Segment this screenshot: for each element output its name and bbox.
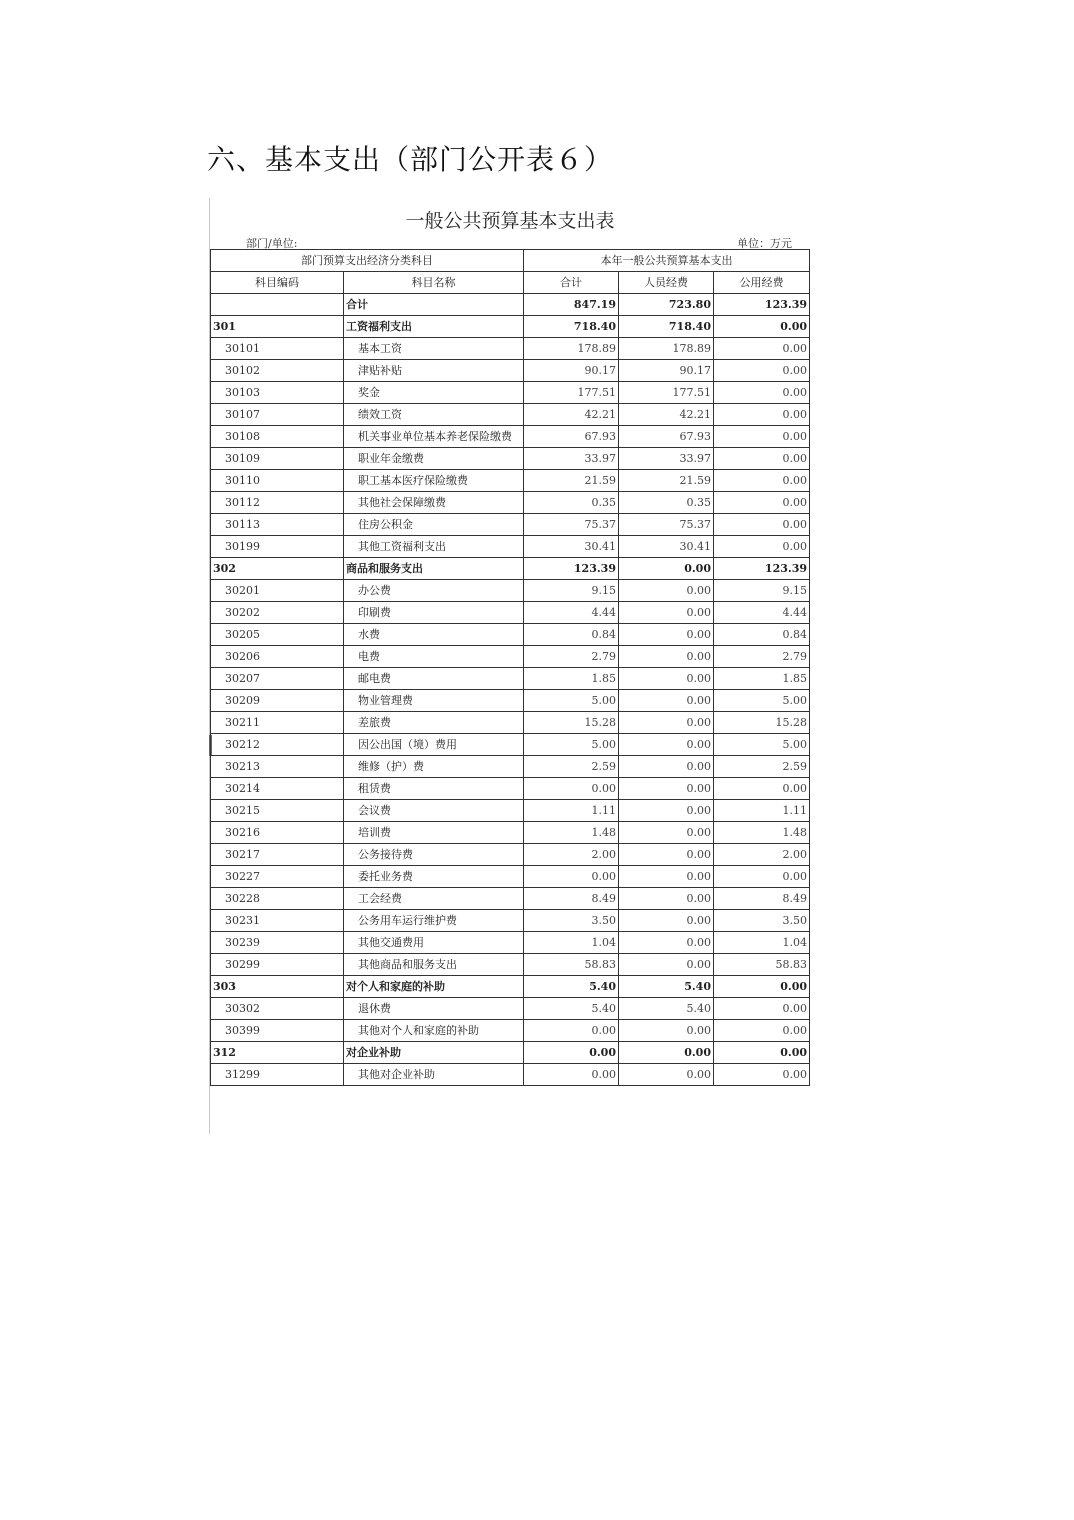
column-header-name: 科目名称 xyxy=(344,272,524,294)
subcategory-row xyxy=(211,668,810,690)
subcategory-row xyxy=(211,690,810,712)
code-cell: 30101 xyxy=(211,338,344,360)
name-cell: 奖金 xyxy=(344,382,524,404)
subcategory-row xyxy=(211,888,810,910)
personnel-cell: 0.00 xyxy=(619,756,714,778)
subcategory-row xyxy=(211,998,810,1020)
name-cell: 工会经费 xyxy=(344,888,524,910)
name-cell: 电费 xyxy=(344,646,524,668)
category-row xyxy=(211,976,810,998)
code-cell: 30211 xyxy=(211,712,344,734)
public-cell: 58.83 xyxy=(714,954,810,976)
public-cell: 15.28 xyxy=(714,712,810,734)
budget-table xyxy=(210,249,810,1086)
personnel-cell: 0.00 xyxy=(619,822,714,844)
subcategory-row xyxy=(211,382,810,404)
column-header-public: 公用经费 xyxy=(714,272,810,294)
personnel-cell: 5.40 xyxy=(619,976,714,998)
public-cell: 0.00 xyxy=(714,866,810,888)
code-cell: 30112 xyxy=(211,492,344,514)
public-cell: 4.44 xyxy=(714,602,810,624)
subcategory-row xyxy=(211,580,810,602)
code-cell: 30108 xyxy=(211,426,344,448)
personnel-cell: 21.59 xyxy=(619,470,714,492)
category-row xyxy=(211,1042,810,1064)
total-cell: 9.15 xyxy=(524,580,619,602)
code-cell: 30302 xyxy=(211,998,344,1020)
name-cell: 对企业补助 xyxy=(344,1042,524,1064)
name-cell: 其他交通费用 xyxy=(344,932,524,954)
code-cell: 30212 xyxy=(211,734,344,756)
public-cell: 0.00 xyxy=(714,360,810,382)
code-cell: 30103 xyxy=(211,382,344,404)
total-public-cell: 123.39 xyxy=(714,294,810,316)
code-cell: 30107 xyxy=(211,404,344,426)
public-cell: 1.11 xyxy=(714,800,810,822)
name-cell: 职工基本医疗保险缴费 xyxy=(344,470,524,492)
code-cell: 30214 xyxy=(211,778,344,800)
total-cell: 2.00 xyxy=(524,844,619,866)
personnel-cell: 0.00 xyxy=(619,778,714,800)
department-label: 部门/单位: xyxy=(246,237,298,250)
personnel-cell: 0.00 xyxy=(619,954,714,976)
subcategory-row xyxy=(211,646,810,668)
public-cell: 0.00 xyxy=(714,338,810,360)
column-header-row xyxy=(211,272,810,294)
public-cell: 2.79 xyxy=(714,646,810,668)
name-cell: 邮电费 xyxy=(344,668,524,690)
subcategory-row xyxy=(211,492,810,514)
personnel-cell: 5.40 xyxy=(619,998,714,1020)
public-cell: 1.04 xyxy=(714,932,810,954)
code-cell: 301 xyxy=(211,316,344,338)
total-cell: 15.28 xyxy=(524,712,619,734)
name-cell: 租赁费 xyxy=(344,778,524,800)
subcategory-row xyxy=(211,954,810,976)
subcategory-row xyxy=(211,712,810,734)
personnel-cell: 0.00 xyxy=(619,602,714,624)
category-row xyxy=(211,316,810,338)
name-cell: 维修（护）费 xyxy=(344,756,524,778)
public-cell: 1.85 xyxy=(714,668,810,690)
public-cell: 2.59 xyxy=(714,756,810,778)
personnel-cell: 90.17 xyxy=(619,360,714,382)
code-cell: 30110 xyxy=(211,470,344,492)
public-cell: 8.49 xyxy=(714,888,810,910)
subcategory-row xyxy=(211,514,810,536)
total-cell: 75.37 xyxy=(524,514,619,536)
name-cell: 工资福利支出 xyxy=(344,316,524,338)
table-title: 一般公共预算基本支出表 xyxy=(405,210,615,232)
code-cell: 30207 xyxy=(211,668,344,690)
code-cell: 312 xyxy=(211,1042,344,1064)
personnel-cell: 0.00 xyxy=(619,888,714,910)
name-cell: 公务用车运行维护费 xyxy=(344,910,524,932)
total-cell: 2.59 xyxy=(524,756,619,778)
personnel-cell: 0.00 xyxy=(619,646,714,668)
subcategory-row xyxy=(211,338,810,360)
public-cell: 0.00 xyxy=(714,426,810,448)
personnel-cell: 0.00 xyxy=(619,558,714,580)
total-cell: 178.89 xyxy=(524,338,619,360)
public-cell: 2.00 xyxy=(714,844,810,866)
code-cell: 30216 xyxy=(211,822,344,844)
total-row xyxy=(211,294,810,316)
name-cell: 对个人和家庭的补助 xyxy=(344,976,524,998)
personnel-cell: 0.00 xyxy=(619,690,714,712)
code-cell: 30299 xyxy=(211,954,344,976)
code-cell: 30239 xyxy=(211,932,344,954)
total-cell: 42.21 xyxy=(524,404,619,426)
name-cell: 印刷费 xyxy=(344,602,524,624)
personnel-cell: 75.37 xyxy=(619,514,714,536)
name-cell: 其他工资福利支出 xyxy=(344,536,524,558)
total-cell: 5.40 xyxy=(524,976,619,998)
code-cell: 30215 xyxy=(211,800,344,822)
total-cell: 0.00 xyxy=(524,1020,619,1042)
total-cell: 5.40 xyxy=(524,998,619,1020)
name-cell: 其他对企业补助 xyxy=(344,1064,524,1086)
total-cell: 90.17 xyxy=(524,360,619,382)
personnel-cell: 0.00 xyxy=(619,668,714,690)
personnel-cell: 177.51 xyxy=(619,382,714,404)
subcategory-row xyxy=(211,932,810,954)
public-cell: 0.00 xyxy=(714,514,810,536)
personnel-cell: 67.93 xyxy=(619,426,714,448)
subcategory-row xyxy=(211,778,810,800)
public-cell: 0.00 xyxy=(714,492,810,514)
subcategory-row xyxy=(211,404,810,426)
public-cell: 0.00 xyxy=(714,1042,810,1064)
code-cell: 31299 xyxy=(211,1064,344,1086)
total-cell: 58.83 xyxy=(524,954,619,976)
subcategory-row xyxy=(211,1064,810,1086)
column-header-personnel: 人员经费 xyxy=(619,272,714,294)
total-cell: 123.39 xyxy=(524,558,619,580)
public-cell: 0.84 xyxy=(714,624,810,646)
name-cell: 水费 xyxy=(344,624,524,646)
total-name-cell: 合计 xyxy=(344,294,524,316)
public-cell: 0.00 xyxy=(714,1064,810,1086)
name-cell: 培训费 xyxy=(344,822,524,844)
total-cell: 1.85 xyxy=(524,668,619,690)
code-cell: 30213 xyxy=(211,756,344,778)
subcategory-row xyxy=(211,360,810,382)
name-cell: 机关事业单位基本养老保险缴费 xyxy=(344,426,524,448)
total-cell: 177.51 xyxy=(524,382,619,404)
name-cell: 职业年金缴费 xyxy=(344,448,524,470)
total-cell: 8.49 xyxy=(524,888,619,910)
total-personnel-cell: 723.80 xyxy=(619,294,714,316)
name-cell: 其他社会保障缴费 xyxy=(344,492,524,514)
section-heading: 六、基本支出（部门公开表６） xyxy=(207,143,614,176)
personnel-cell: 0.00 xyxy=(619,910,714,932)
personnel-cell: 0.00 xyxy=(619,1064,714,1086)
name-cell: 商品和服务支出 xyxy=(344,558,524,580)
name-cell: 基本工资 xyxy=(344,338,524,360)
personnel-cell: 30.41 xyxy=(619,536,714,558)
public-cell: 0.00 xyxy=(714,404,810,426)
subcategory-row xyxy=(211,756,810,778)
subcategory-row xyxy=(211,822,810,844)
column-header-total: 合计 xyxy=(524,272,619,294)
personnel-cell: 0.00 xyxy=(619,734,714,756)
total-cell: 0.35 xyxy=(524,492,619,514)
subcategory-row xyxy=(211,426,810,448)
public-cell: 0.00 xyxy=(714,976,810,998)
total-cell: 5.00 xyxy=(524,690,619,712)
total-cell: 30.41 xyxy=(524,536,619,558)
group-header-expenditure: 本年一般公共预算基本支出 xyxy=(524,250,810,272)
total-cell: 33.97 xyxy=(524,448,619,470)
name-cell: 公务接待费 xyxy=(344,844,524,866)
public-cell: 0.00 xyxy=(714,998,810,1020)
total-cell: 0.84 xyxy=(524,624,619,646)
subcategory-row xyxy=(211,624,810,646)
personnel-cell: 0.00 xyxy=(619,866,714,888)
subcategory-row xyxy=(211,844,810,866)
public-cell: 0.00 xyxy=(714,470,810,492)
total-cell: 4.44 xyxy=(524,602,619,624)
code-cell: 30217 xyxy=(211,844,344,866)
personnel-cell: 0.00 xyxy=(619,844,714,866)
personnel-cell: 0.00 xyxy=(619,712,714,734)
personnel-cell: 0.00 xyxy=(619,624,714,646)
total-cell: 1.04 xyxy=(524,932,619,954)
name-cell: 其他商品和服务支出 xyxy=(344,954,524,976)
name-cell: 物业管理费 xyxy=(344,690,524,712)
code-cell: 303 xyxy=(211,976,344,998)
public-cell: 9.15 xyxy=(714,580,810,602)
code-cell: 30205 xyxy=(211,624,344,646)
code-cell: 30227 xyxy=(211,866,344,888)
code-cell: 30399 xyxy=(211,1020,344,1042)
name-cell: 因公出国（境）费用 xyxy=(344,734,524,756)
public-cell: 0.00 xyxy=(714,316,810,338)
public-cell: 5.00 xyxy=(714,734,810,756)
total-cell: 1.11 xyxy=(524,800,619,822)
total-cell: 2.79 xyxy=(524,646,619,668)
subcategory-row xyxy=(211,800,810,822)
subcategory-row xyxy=(211,470,810,492)
total-cell: 21.59 xyxy=(524,470,619,492)
total-cell: 3.50 xyxy=(524,910,619,932)
total-cell: 0.00 xyxy=(524,1042,619,1064)
code-cell: 30199 xyxy=(211,536,344,558)
subcategory-row xyxy=(211,602,810,624)
public-cell: 0.00 xyxy=(714,382,810,404)
name-cell: 其他对个人和家庭的补助 xyxy=(344,1020,524,1042)
personnel-cell: 33.97 xyxy=(619,448,714,470)
name-cell: 办公费 xyxy=(344,580,524,602)
total-cell: 67.93 xyxy=(524,426,619,448)
name-cell: 津贴补贴 xyxy=(344,360,524,382)
personnel-cell: 0.00 xyxy=(619,580,714,602)
unit-label: 单位：万元 xyxy=(737,237,792,250)
public-cell: 123.39 xyxy=(714,558,810,580)
code-cell: 30202 xyxy=(211,602,344,624)
name-cell: 住房公积金 xyxy=(344,514,524,536)
subcategory-row xyxy=(211,1020,810,1042)
personnel-cell: 178.89 xyxy=(619,338,714,360)
personnel-cell: 0.00 xyxy=(619,932,714,954)
code-cell: 30201 xyxy=(211,580,344,602)
subcategory-row xyxy=(211,536,810,558)
subcategory-row xyxy=(211,910,810,932)
code-cell: 302 xyxy=(211,558,344,580)
name-cell: 会议费 xyxy=(344,800,524,822)
personnel-cell: 42.21 xyxy=(619,404,714,426)
subcategory-row xyxy=(211,866,810,888)
total-code-cell xyxy=(211,294,344,316)
name-cell: 差旅费 xyxy=(344,712,524,734)
total-cell: 5.00 xyxy=(524,734,619,756)
total-total-cell: 847.19 xyxy=(524,294,619,316)
code-cell: 30102 xyxy=(211,360,344,382)
name-cell: 绩效工资 xyxy=(344,404,524,426)
group-header-classification: 部门预算支出经济分类科目 xyxy=(211,250,524,272)
subcategory-row xyxy=(211,448,810,470)
personnel-cell: 0.35 xyxy=(619,492,714,514)
total-cell: 0.00 xyxy=(524,866,619,888)
code-cell: 30109 xyxy=(211,448,344,470)
public-cell: 0.00 xyxy=(714,536,810,558)
code-cell: 30228 xyxy=(211,888,344,910)
code-cell: 30231 xyxy=(211,910,344,932)
code-cell: 30113 xyxy=(211,514,344,536)
subcategory-row xyxy=(211,734,810,756)
name-cell: 委托业务费 xyxy=(344,866,524,888)
personnel-cell: 718.40 xyxy=(619,316,714,338)
public-cell: 0.00 xyxy=(714,1020,810,1042)
public-cell: 1.48 xyxy=(714,822,810,844)
total-cell: 1.48 xyxy=(524,822,619,844)
group-header-row xyxy=(211,250,810,272)
personnel-cell: 0.00 xyxy=(619,1020,714,1042)
total-cell: 0.00 xyxy=(524,778,619,800)
code-cell: 30209 xyxy=(211,690,344,712)
public-cell: 5.00 xyxy=(714,690,810,712)
public-cell: 3.50 xyxy=(714,910,810,932)
category-row xyxy=(211,558,810,580)
column-header-code: 科目编码 xyxy=(211,272,344,294)
public-cell: 0.00 xyxy=(714,448,810,470)
personnel-cell: 0.00 xyxy=(619,1042,714,1064)
personnel-cell: 0.00 xyxy=(619,800,714,822)
total-cell: 0.00 xyxy=(524,1064,619,1086)
name-cell: 退休费 xyxy=(344,998,524,1020)
code-cell: 30206 xyxy=(211,646,344,668)
public-cell: 0.00 xyxy=(714,778,810,800)
total-cell: 718.40 xyxy=(524,316,619,338)
